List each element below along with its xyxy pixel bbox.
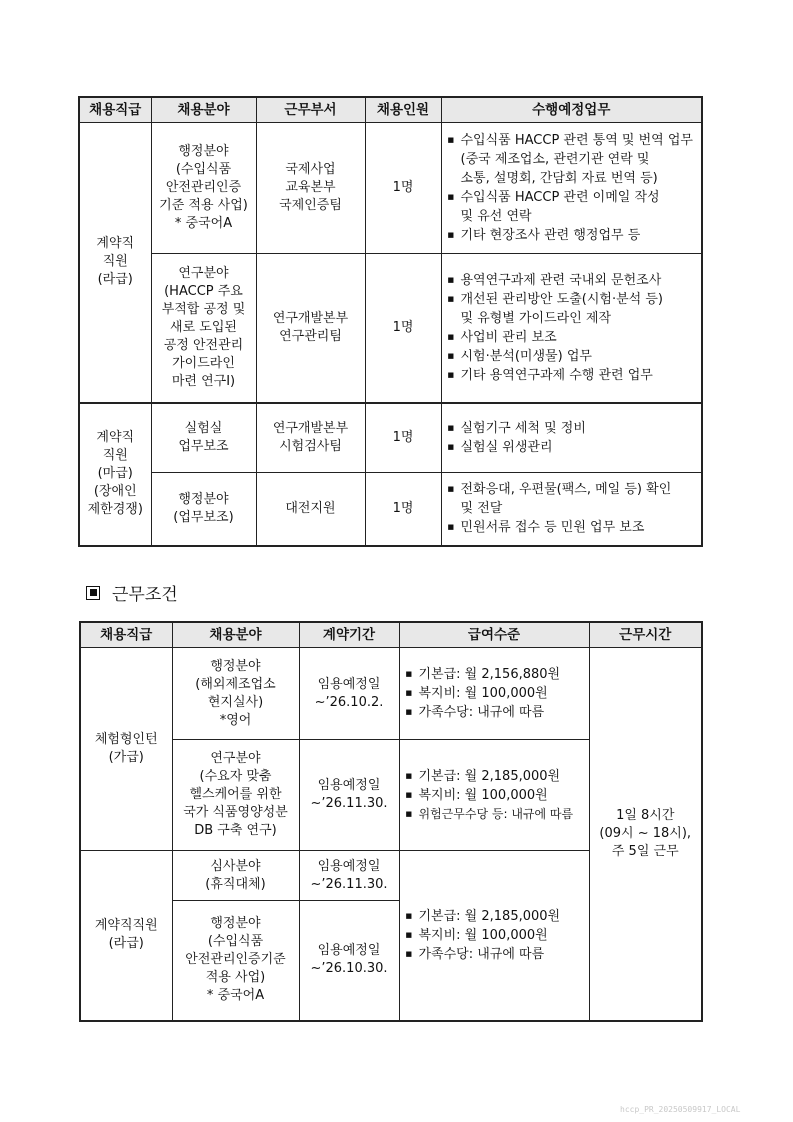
duty-item: ■ 수입식품 HACCP 관련 통역 및 번역 업무 (중국 제조업소, 관련기관 연락 및 소통, 설명회, 간담회 자료 번역 등) [447, 131, 699, 188]
grade-cell: 계약직직원 (라급) [80, 851, 172, 1021]
grade-cell: 계약직 직원 (라급) [79, 123, 151, 403]
header-dept: 근무부서 [256, 97, 365, 123]
duties-cell [441, 123, 702, 254]
duties-cell [441, 473, 702, 546]
duty-item: ■ 시험·분석(미생물) 업무 [447, 347, 699, 366]
dept-cell: 연구개발본부 시험검사팀 [256, 403, 365, 473]
recruitment-table [78, 96, 703, 547]
count-cell: 1명 [365, 403, 441, 473]
salary-item: ■ 기본급: 월 2,185,000원 [405, 767, 586, 786]
count-cell: 1명 [365, 473, 441, 546]
duty-item: ■ 실험기구 세척 및 정비 [447, 419, 699, 438]
grade-cell: 계약직 직원 (마급) (장애인 제한경쟁) [79, 403, 151, 546]
table-row [79, 473, 702, 546]
duty-item: ■ 전화응대, 우편물(팩스, 메일 등) 확인 및 전달 [447, 480, 699, 518]
field-cell: 연구분야 (HACCP 주요 부적합 공정 및 새로 도입된 공정 안전관리 가이드라인 마련 연구Ⅰ) [151, 254, 256, 403]
work-hours-cell: 1일 8시간 (09시 ~ 18시), 주 5일 근무 [589, 648, 702, 1021]
section-heading [86, 580, 178, 605]
field-cell: 행정분야 (수입식품 안전관리인증기준 적용 사업) * 중국어A [172, 901, 299, 1021]
salary-item: ■ 기본급: 월 2,185,000원 [405, 907, 586, 926]
watermark: hccp_PR_20250509917_LOCAL [620, 1105, 741, 1114]
period-cell: 임용예정일 ~’26.10.2. [299, 648, 399, 740]
header-grade: 채용직급 [79, 97, 151, 123]
field-cell: 행정분야 (업무보조) [151, 473, 256, 546]
header-field: 채용분야 [151, 97, 256, 123]
header-hours: 근무시간 [589, 622, 702, 648]
salary-cell [399, 740, 589, 851]
salary-item: ■ 기본급: 월 2,156,880원 [405, 665, 586, 684]
salary-item: ■ 위험근무수당 등: 내규에 따름 [405, 805, 586, 824]
dept-cell: 대전지원 [256, 473, 365, 546]
duties-cell [441, 403, 702, 473]
header-field: 채용분야 [172, 622, 299, 648]
duty-item: ■ 수입식품 HACCP 관련 이메일 작성 및 유선 연락 [447, 188, 699, 226]
section-title: 근무조건 [112, 585, 178, 605]
table-header-row [79, 97, 702, 123]
table-row [80, 648, 702, 740]
header-count: 채용인원 [365, 97, 441, 123]
period-cell: 임용예정일 ~’26.11.30. [299, 740, 399, 851]
header-duties: 수행예정업무 [441, 97, 702, 123]
salary-item: ■ 가족수당: 내규에 따름 [405, 945, 586, 964]
table-row [79, 403, 702, 473]
salary-item: ■ 복지비: 월 100,000원 [405, 684, 586, 703]
header-grade: 채용직급 [80, 622, 172, 648]
field-cell: 연구분야 (수요자 맞춤 헬스케어를 위한 국가 식품영양성분 DB 구축 연구) [172, 740, 299, 851]
field-cell: 실험실 업무보조 [151, 403, 256, 473]
salary-item: ■ 복지비: 월 100,000원 [405, 786, 586, 805]
duty-item: ■ 사업비 관리 보조 [447, 328, 699, 347]
salary-cell [399, 851, 589, 1021]
field-cell: 심사분야 (휴직대체) [172, 851, 299, 901]
salary-item: ■ 가족수당: 내규에 따름 [405, 703, 586, 722]
duty-item: ■ 실험실 위생관리 [447, 438, 699, 457]
duty-item: ■ 용역연구과제 관련 국내외 문헌조사 [447, 271, 699, 290]
table-header-row [80, 622, 702, 648]
field-cell: 행정분야 (해외제조업소 현지실사) *영어 [172, 648, 299, 740]
salary-item: ■ 복지비: 월 100,000원 [405, 926, 586, 945]
duty-item: ■ 기타 용역연구과제 수행 관련 업무 [447, 366, 699, 385]
dept-cell: 연구개발본부 연구관리팀 [256, 254, 365, 403]
period-cell: 임용예정일 ~’26.11.30. [299, 851, 399, 901]
header-salary: 급여수준 [399, 622, 589, 648]
header-period: 계약기간 [299, 622, 399, 648]
table-row [79, 123, 702, 254]
table-row [79, 254, 702, 403]
work-conditions-table [79, 621, 703, 1022]
dept-cell: 국제사업 교육본부 국제인증팀 [256, 123, 365, 254]
count-cell: 1명 [365, 123, 441, 254]
salary-cell [399, 648, 589, 740]
period-cell: 임용예정일 ~’26.10.30. [299, 901, 399, 1021]
duty-item: ■ 개선된 관리방안 도출(시험·분석 등) 및 유형별 가이드라인 제작 [447, 290, 699, 328]
duty-item: ■ 기타 현장조사 관련 행정업무 등 [447, 226, 699, 245]
duty-item: ■ 민원서류 접수 등 민원 업무 보조 [447, 518, 699, 537]
square-bullet-icon [86, 586, 100, 600]
grade-cell: 체험형인턴 (가급) [80, 648, 172, 851]
count-cell: 1명 [365, 254, 441, 403]
field-cell: 행정분야 (수입식품 안전관리인증 기준 적용 사업) * 중국어A [151, 123, 256, 254]
duties-cell [441, 254, 702, 403]
